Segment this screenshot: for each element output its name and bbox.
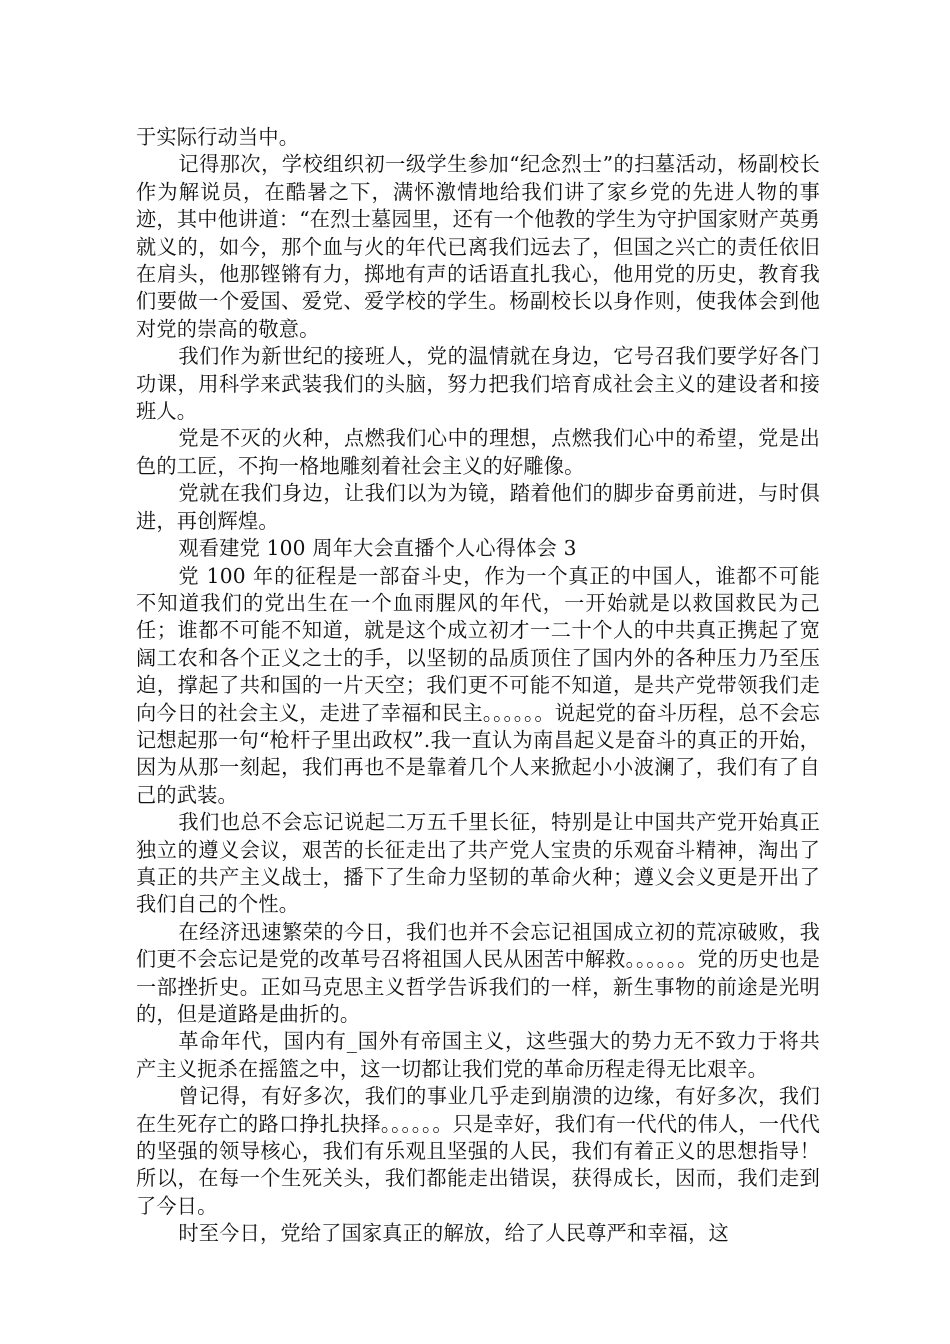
- paragraph-12: 时至今日，党给了国家真正的解放，给了人民尊严和幸福，这: [178, 1221, 729, 1246]
- paragraph-8: 我们也总不会忘记说起二万五千里长征，特别是让中国共产党开始真正独立的遵义会议，艰苦的长征走出了共产党人宝贵的乐观奋斗精神，淘出了真正的共产主义战士，播下了生命力坚韧的革命火种；遵义会义更是开出了我们自己的个性。: [136, 810, 820, 917]
- paragraph-3: 我们作为新世纪的接班人，党的温情就在身边，它号召我们要学好各门功课，用科学来武装我们的头脑，努力把我们培育成社会主义的建设者和接班人。: [136, 344, 820, 424]
- paragraph-4: 党是不灭的火种，点燃我们心中的理想，点燃我们心中的希望，党是出色的工匠，不拘一格地雕刻着社会主义的好雕像。: [136, 426, 820, 478]
- paragraph-7: 党 100 年的征程是一部奋斗史，作为一个真正的中国人，谁都不可能不知道我们的党出生在一个血雨腥风的年代，一开始就是以救国救民为己任；谁都不可能不知道，就是这个成立初才一二十个人的中共真正携起了宽阔工农和各个正义之士的手，以坚韧的品质顶住了国内外的各种压力乃至压迫，撑起了共和国的一片天空；我们更不可能不知道，是共产党带领我们走向今日的社会主义，走进了幸福和民主。。。。。。说起党的奋斗历程，总不会忘记想起那一句“枪杆子里出政权”.我一直认为南昌起义是奋斗的真正的开始，因为从那一刻起，我们再也不是靠着几个人来掀起小小波澜了，我们有了自己的武装。: [136, 563, 820, 807]
- paragraph-10: 革命年代，国内有_国外有帝国主义，这些强大的势力无不致力于将共产主义扼杀在摇篮之中，这一切都让我们党的革命历程走得无比艰辛。: [136, 1029, 820, 1081]
- document-page: [136, 124, 820, 1248]
- paragraph-11: 曾记得，有好多次，我们的事业几乎走到崩溃的边缘，有好多次，我们在生死存亡的路口挣扎抉择。。。。。。只是幸好，我们有一代代的伟人，一代代的坚强的领导核心，我们有乐观且坚强的人民，我们有着正义的思想指导！所以，在每一个生死关头，我们都能走出错误，获得成长，因而，我们走到了今日。: [136, 1084, 820, 1218]
- paragraph-5: 党就在我们身边，让我们以为为镜，踏着他们的脚步奋勇前进，与时俱进，再创辉煌。: [136, 481, 820, 533]
- paragraph-1: 于实际行动当中。: [136, 125, 300, 149]
- section-heading: 观看建党 100 周年大会直播个人心得体会 3: [178, 536, 577, 561]
- paragraph-2: 记得那次，学校组织初一级学生参加“纪念烈士”的扫墓活动，杨副校长作为解说员，在酷暑之下，满怀激情地给我们讲了家乡党的先进人物的事迹，其中他讲道：“在烈士墓园里，还有一个他教的学生为守护国家财产英勇就义的，如今，那个血与火的年代已离我们远去了，但国之兴亡的责任依旧在肩头，他那铿锵有力，掷地有声的话语直扎我心，他用党的历史，教育我们要做一个爱国、爱党、爱学校的学生。杨副校长以身作则，使我体会到他对党的崇高的敬意。: [136, 152, 820, 341]
- paragraph-9: 在经济迅速繁荣的今日，我们也并不会忘记祖国成立初的荒凉破败，我们更不会忘记是党的改革号召将祖国人民从困苦中解救。。。。。。党的历史也是一部挫折史。正如马克思主义哲学告诉我们的一样，新生事物的前途是光明的，但是道路是曲折的。: [136, 919, 820, 1026]
